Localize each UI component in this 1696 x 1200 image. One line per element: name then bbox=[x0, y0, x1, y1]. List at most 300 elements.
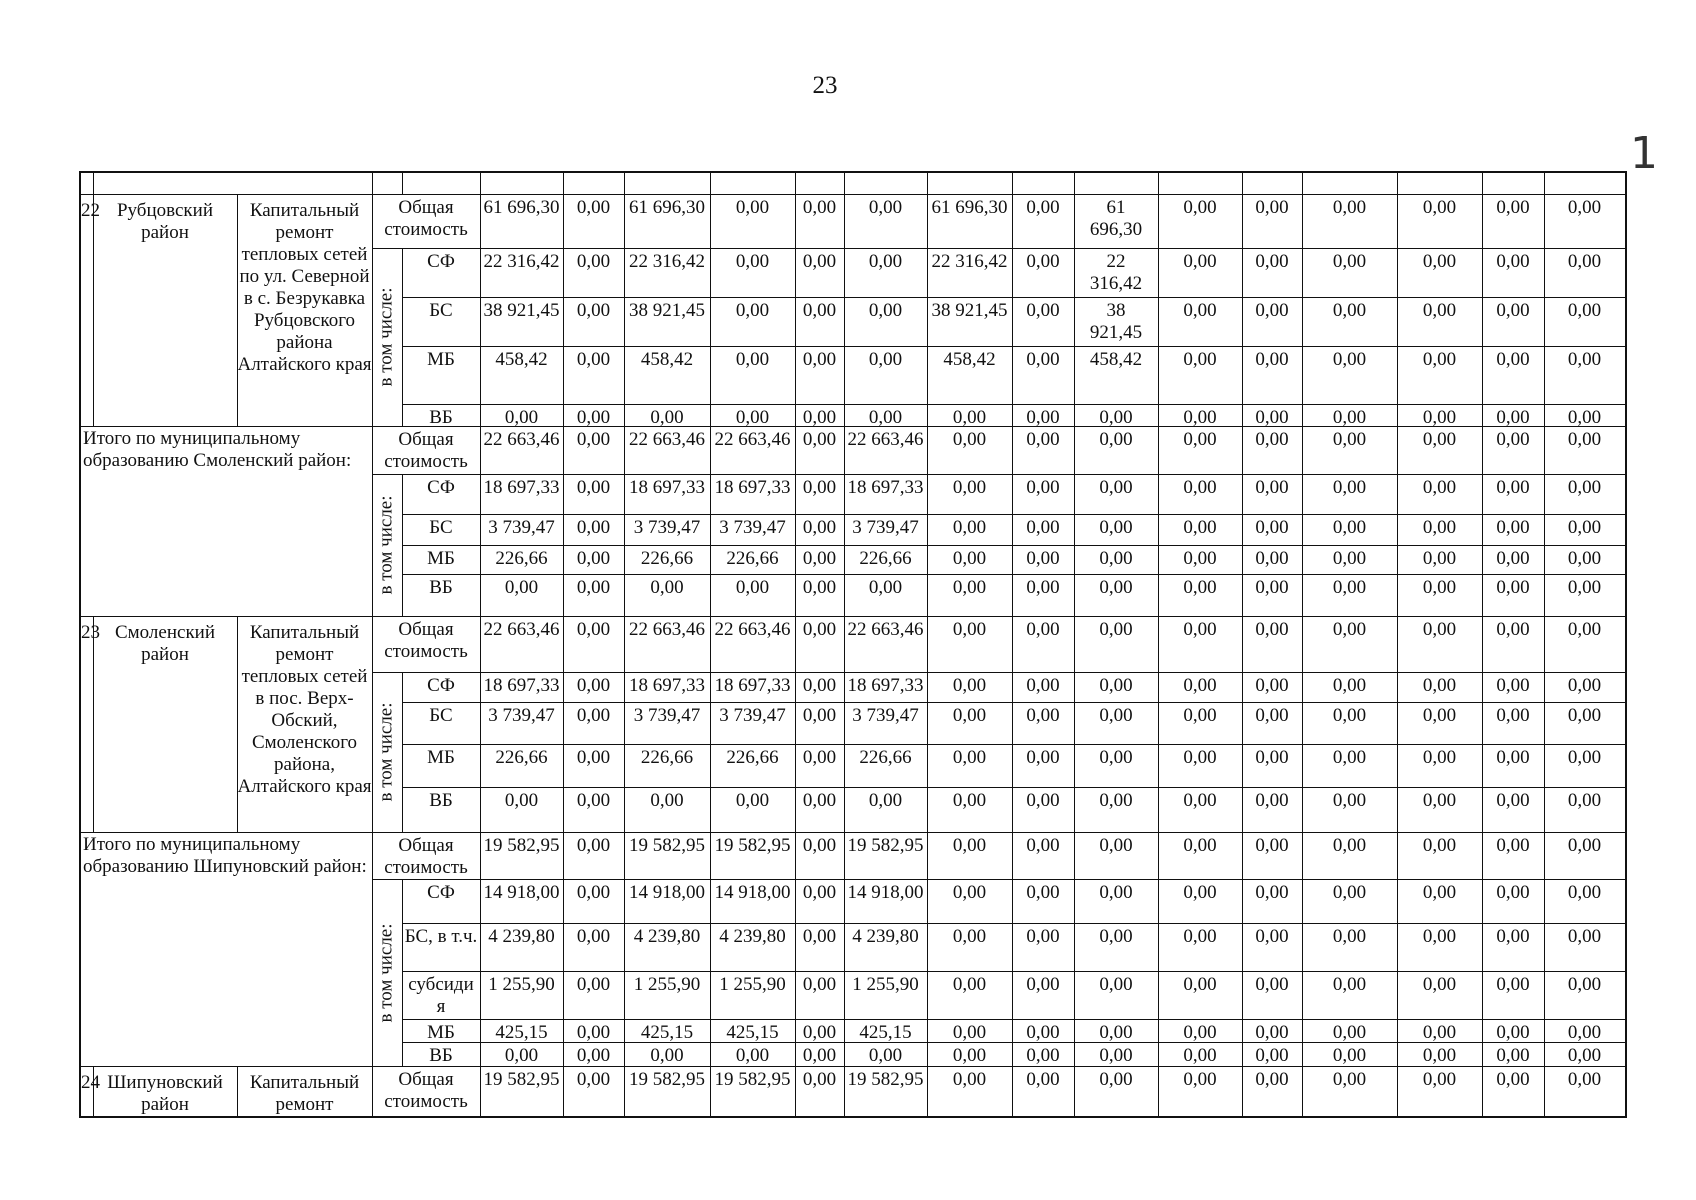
cost-type-label: СФ bbox=[427, 251, 455, 272]
column-rule bbox=[1625, 832, 1626, 1066]
cost-type-label: МБ bbox=[427, 747, 455, 768]
value-cell: 0,00 bbox=[1026, 349, 1060, 370]
value-cell: 0,00 bbox=[1099, 790, 1133, 811]
column-rule bbox=[624, 173, 625, 194]
value-cell: 0,00 bbox=[1422, 790, 1457, 811]
value-cell: 226,66 bbox=[726, 747, 779, 768]
column-rule bbox=[710, 173, 711, 194]
value-cell: 4 239,80 bbox=[488, 926, 555, 947]
value-cell: 0,00 bbox=[1332, 926, 1367, 947]
cost-type-label: ВБ bbox=[429, 407, 453, 428]
value-cell: 0,00 bbox=[1255, 974, 1289, 995]
cost-type-label: субсиди я bbox=[408, 974, 474, 1017]
value-cell: 18 697,33 bbox=[847, 675, 924, 696]
value-cell: 3 739,47 bbox=[719, 517, 786, 538]
value-cell: 226,66 bbox=[726, 548, 779, 569]
value-cell: 0,00 bbox=[952, 548, 987, 569]
value-cell: 0,00 bbox=[1332, 1045, 1367, 1066]
value-cell: 3 739,47 bbox=[852, 517, 919, 538]
value-cell: 22 316,42 bbox=[629, 251, 705, 272]
column-rule bbox=[1242, 173, 1243, 194]
cost-type-label: Общая стоимость bbox=[384, 197, 468, 240]
value-cell: 0,00 bbox=[1026, 1045, 1060, 1066]
value-cell: 38 921,45 bbox=[931, 300, 1008, 321]
value-cell: 0,00 bbox=[1255, 477, 1289, 498]
value-cell: 1 255,90 bbox=[852, 974, 919, 995]
value-cell: 19 582,95 bbox=[483, 835, 560, 856]
value-cell: 0,00 bbox=[1183, 747, 1217, 768]
value-cell: 19 582,95 bbox=[714, 835, 791, 856]
cost-type-label: Общая стоимость bbox=[384, 619, 468, 662]
row-rule bbox=[402, 346, 1625, 347]
value-cell: 22 316,42 bbox=[1089, 251, 1143, 294]
value-cell: 18 697,33 bbox=[629, 675, 705, 696]
column-rule bbox=[844, 173, 845, 194]
value-cell: 0,00 bbox=[504, 577, 539, 598]
value-cell: 0,00 bbox=[1255, 548, 1289, 569]
value-cell: 4 239,80 bbox=[719, 926, 786, 947]
row-rule bbox=[372, 1116, 1625, 1117]
value-cell: 0,00 bbox=[1255, 835, 1289, 856]
row-rule bbox=[402, 297, 1625, 298]
value-cell: 0,00 bbox=[952, 407, 987, 428]
value-cell: 0,00 bbox=[576, 1045, 611, 1066]
value-cell: 0,00 bbox=[868, 251, 903, 272]
value-cell: 19 582,95 bbox=[629, 1069, 705, 1090]
value-cell: 0,00 bbox=[1026, 747, 1060, 768]
value-cell: 0,00 bbox=[1099, 429, 1133, 450]
municipality-name: Шипуновский район bbox=[107, 1072, 223, 1115]
row-rule bbox=[372, 474, 1625, 475]
value-cell: 0,00 bbox=[802, 1045, 837, 1066]
value-cell: 0,00 bbox=[868, 349, 903, 370]
value-cell: 0,00 bbox=[1183, 197, 1217, 218]
value-cell: 0,00 bbox=[576, 1022, 611, 1043]
value-cell: 0,00 bbox=[1496, 790, 1530, 811]
value-cell: 0,00 bbox=[1496, 548, 1530, 569]
column-rule bbox=[1397, 173, 1398, 194]
row-rule bbox=[402, 404, 1625, 405]
value-cell: 0,00 bbox=[1183, 1045, 1217, 1066]
value-cell: 0,00 bbox=[802, 577, 837, 598]
value-cell: 0,00 bbox=[1026, 974, 1060, 995]
value-cell: 0,00 bbox=[1422, 407, 1457, 428]
value-cell: 0,00 bbox=[1255, 1022, 1289, 1043]
value-cell: 0,00 bbox=[802, 251, 837, 272]
row-number: 23 bbox=[81, 622, 100, 643]
value-cell: 0,00 bbox=[1026, 1069, 1060, 1090]
cost-type-label: СФ bbox=[427, 477, 455, 498]
column-rule bbox=[1625, 194, 1626, 426]
value-cell: 0,00 bbox=[868, 300, 903, 321]
value-cell: 0,00 bbox=[576, 619, 611, 640]
column-rule bbox=[1012, 173, 1013, 194]
row-rule bbox=[402, 744, 1625, 745]
value-cell: 0,00 bbox=[1026, 705, 1060, 726]
value-cell: 0,00 bbox=[735, 300, 770, 321]
value-cell: 0,00 bbox=[576, 548, 611, 569]
value-cell: 0,00 bbox=[802, 619, 837, 640]
including-label bbox=[372, 474, 402, 616]
value-cell: 4 239,80 bbox=[852, 926, 919, 947]
value-cell: 0,00 bbox=[1099, 548, 1133, 569]
value-cell: 0,00 bbox=[504, 790, 539, 811]
value-cell: 0,00 bbox=[802, 790, 837, 811]
value-cell: 1 255,90 bbox=[633, 974, 701, 995]
value-cell: 38 921,45 bbox=[1089, 300, 1143, 343]
including-text: в том числе: bbox=[376, 287, 398, 387]
value-cell: 0,00 bbox=[1422, 349, 1457, 370]
value-cell: 0,00 bbox=[735, 197, 770, 218]
cost-type-label: Общая стоимость bbox=[384, 1069, 468, 1112]
value-cell: 0,00 bbox=[802, 197, 837, 218]
value-cell: 0,00 bbox=[576, 790, 611, 811]
column-rule bbox=[1158, 173, 1159, 194]
column-rule bbox=[1302, 173, 1303, 194]
value-cell: 0,00 bbox=[1255, 619, 1289, 640]
value-cell: 0,00 bbox=[1183, 1069, 1217, 1090]
value-cell: 19 582,95 bbox=[629, 835, 705, 856]
value-cell: 0,00 bbox=[868, 790, 903, 811]
value-cell: 18 697,33 bbox=[629, 477, 705, 498]
municipality-name: Рубцовский район bbox=[116, 200, 213, 243]
value-cell: 0,00 bbox=[1332, 619, 1367, 640]
value-cell: 0,00 bbox=[1255, 882, 1289, 903]
value-cell: 19 582,95 bbox=[847, 835, 924, 856]
cost-type-label: Общая стоимость bbox=[384, 835, 468, 878]
value-cell: 0,00 bbox=[1183, 926, 1217, 947]
value-cell: 22 663,46 bbox=[483, 429, 560, 450]
margin-mark: 1 bbox=[1630, 128, 1658, 179]
value-cell: 0,00 bbox=[1332, 1069, 1367, 1090]
value-cell: 0,00 bbox=[1422, 548, 1457, 569]
value-cell: 0,00 bbox=[1422, 619, 1457, 640]
value-cell: 0,00 bbox=[1567, 407, 1602, 428]
value-cell: 0,00 bbox=[576, 300, 611, 321]
value-cell: 458,42 bbox=[640, 349, 694, 370]
value-cell: 0,00 bbox=[1496, 705, 1530, 726]
value-cell: 0,00 bbox=[1422, 882, 1457, 903]
value-cell: 0,00 bbox=[1332, 407, 1367, 428]
value-cell: 0,00 bbox=[576, 835, 611, 856]
value-cell: 0,00 bbox=[1255, 1069, 1289, 1090]
cost-type-label: ВБ bbox=[429, 577, 453, 598]
total-label: Итого по муниципальному образованию Шипуновский район: bbox=[83, 834, 367, 877]
value-cell: 0,00 bbox=[1422, 251, 1457, 272]
value-cell: 22 663,46 bbox=[847, 619, 924, 640]
value-cell: 0,00 bbox=[1496, 349, 1530, 370]
value-cell: 0,00 bbox=[1496, 197, 1530, 218]
value-cell: 0,00 bbox=[952, 974, 987, 995]
value-cell: 19 582,95 bbox=[847, 1069, 924, 1090]
page-number: 23 bbox=[812, 72, 838, 99]
value-cell: 0,00 bbox=[952, 477, 987, 498]
value-cell: 425,15 bbox=[859, 1022, 912, 1043]
value-cell: 22 316,42 bbox=[931, 251, 1008, 272]
cost-type-label: БС bbox=[429, 705, 453, 726]
object-name: Капитальный ремонт тепловых сетей по ул. Северной в с. Безрукавка Рубцовского района Алтайского края bbox=[237, 200, 372, 375]
value-cell: 0,00 bbox=[1183, 429, 1217, 450]
cost-type-label: БС bbox=[429, 300, 453, 321]
value-cell: 0,00 bbox=[1567, 835, 1602, 856]
value-cell: 0,00 bbox=[868, 197, 903, 218]
value-cell: 0,00 bbox=[1255, 197, 1289, 218]
value-cell: 0,00 bbox=[1099, 675, 1133, 696]
value-cell: 0,00 bbox=[1567, 882, 1602, 903]
value-cell: 61 696,30 bbox=[629, 197, 705, 218]
value-cell: 0,00 bbox=[1332, 974, 1367, 995]
value-cell: 0,00 bbox=[1255, 790, 1289, 811]
value-cell: 458,42 bbox=[495, 349, 548, 370]
value-cell: 0,00 bbox=[1099, 619, 1133, 640]
value-cell: 0,00 bbox=[1567, 251, 1602, 272]
value-cell: 425,15 bbox=[640, 1022, 694, 1043]
value-cell: 3 739,47 bbox=[852, 705, 919, 726]
value-cell: 22 663,46 bbox=[629, 619, 705, 640]
value-cell: 0,00 bbox=[1026, 477, 1060, 498]
value-cell: 0,00 bbox=[802, 705, 837, 726]
row-rule bbox=[372, 879, 1625, 880]
value-cell: 0,00 bbox=[1422, 429, 1457, 450]
value-cell: 3 739,47 bbox=[633, 705, 701, 726]
value-cell: 0,00 bbox=[1026, 882, 1060, 903]
value-cell: 0,00 bbox=[1332, 429, 1367, 450]
value-cell: 0,00 bbox=[1567, 790, 1602, 811]
value-cell: 0,00 bbox=[576, 974, 611, 995]
value-cell: 0,00 bbox=[1422, 1045, 1457, 1066]
value-cell: 0,00 bbox=[1496, 974, 1530, 995]
column-rule bbox=[372, 173, 373, 194]
value-cell: 0,00 bbox=[1567, 747, 1602, 768]
value-cell: 0,00 bbox=[802, 1022, 837, 1043]
object-name: Капитальный ремонт тепловых сетей в пос. Верх-Обский, Смоленского района, Алтайского края bbox=[237, 622, 372, 797]
value-cell: 0,00 bbox=[1332, 882, 1367, 903]
value-cell: 0,00 bbox=[1255, 577, 1289, 598]
value-cell: 0,00 bbox=[1496, 477, 1530, 498]
value-cell: 458,42 bbox=[943, 349, 996, 370]
value-cell: 0,00 bbox=[1496, 251, 1530, 272]
value-cell: 18 697,33 bbox=[483, 675, 560, 696]
value-cell: 0,00 bbox=[576, 577, 611, 598]
value-cell: 0,00 bbox=[1183, 477, 1217, 498]
value-cell: 0,00 bbox=[952, 675, 987, 696]
including-label bbox=[372, 248, 402, 426]
value-cell: 0,00 bbox=[1026, 619, 1060, 640]
value-cell: 0,00 bbox=[802, 517, 837, 538]
value-cell: 0,00 bbox=[1183, 251, 1217, 272]
value-cell: 0,00 bbox=[1026, 517, 1060, 538]
value-cell: 0,00 bbox=[1496, 926, 1530, 947]
value-cell: 0,00 bbox=[1332, 349, 1367, 370]
value-cell: 0,00 bbox=[1255, 349, 1289, 370]
value-cell: 0,00 bbox=[1422, 197, 1457, 218]
value-cell: 226,66 bbox=[495, 747, 548, 768]
value-cell: 0,00 bbox=[802, 1069, 837, 1090]
cost-type-label: МБ bbox=[427, 548, 455, 569]
value-cell: 0,00 bbox=[1255, 407, 1289, 428]
row-rule bbox=[402, 787, 1625, 788]
row-rule bbox=[402, 702, 1625, 703]
value-cell: 1 255,90 bbox=[488, 974, 555, 995]
value-cell: 0,00 bbox=[735, 1045, 770, 1066]
value-cell: 0,00 bbox=[1183, 790, 1217, 811]
value-cell: 0,00 bbox=[952, 1045, 987, 1066]
value-cell: 0,00 bbox=[1422, 477, 1457, 498]
value-cell: 0,00 bbox=[1026, 197, 1060, 218]
value-cell: 0,00 bbox=[802, 548, 837, 569]
value-cell: 14 918,00 bbox=[483, 882, 560, 903]
value-cell: 226,66 bbox=[859, 548, 912, 569]
value-cell: 0,00 bbox=[1183, 407, 1217, 428]
including-label bbox=[372, 672, 402, 832]
value-cell: 0,00 bbox=[952, 747, 987, 768]
value-cell: 0,00 bbox=[1332, 1022, 1367, 1043]
value-cell: 0,00 bbox=[1422, 705, 1457, 726]
value-cell: 0,00 bbox=[1026, 407, 1060, 428]
value-cell: 0,00 bbox=[1099, 747, 1133, 768]
value-cell: 0,00 bbox=[1099, 705, 1133, 726]
value-cell: 0,00 bbox=[1496, 407, 1530, 428]
column-rule bbox=[795, 173, 796, 194]
value-cell: 0,00 bbox=[1026, 1022, 1060, 1043]
value-cell: 0,00 bbox=[868, 577, 903, 598]
value-cell: 14 918,00 bbox=[629, 882, 705, 903]
value-cell: 0,00 bbox=[1567, 619, 1602, 640]
value-cell: 425,15 bbox=[726, 1022, 779, 1043]
value-cell: 0,00 bbox=[1099, 926, 1133, 947]
value-cell: 0,00 bbox=[1496, 517, 1530, 538]
value-cell: 0,00 bbox=[1099, 577, 1133, 598]
value-cell: 0,00 bbox=[1332, 251, 1367, 272]
value-cell: 0,00 bbox=[504, 407, 539, 428]
value-cell: 0,00 bbox=[576, 517, 611, 538]
value-cell: 0,00 bbox=[735, 251, 770, 272]
value-cell: 18 697,33 bbox=[847, 477, 924, 498]
value-cell: 0,00 bbox=[1026, 835, 1060, 856]
value-cell: 0,00 bbox=[952, 926, 987, 947]
value-cell: 0,00 bbox=[1332, 577, 1367, 598]
value-cell: 0,00 bbox=[1183, 577, 1217, 598]
including-text: в том числе: bbox=[376, 495, 398, 595]
value-cell: 0,00 bbox=[1496, 577, 1530, 598]
cost-type-label: МБ bbox=[427, 1022, 455, 1043]
budget-table bbox=[79, 171, 1627, 1118]
value-cell: 0,00 bbox=[802, 675, 837, 696]
value-cell: 0,00 bbox=[1422, 1069, 1457, 1090]
value-cell: 61 696,30 bbox=[931, 197, 1008, 218]
row-rule bbox=[402, 971, 1625, 972]
value-cell: 3 739,47 bbox=[488, 705, 555, 726]
value-cell: 0,00 bbox=[1255, 926, 1289, 947]
column-rule bbox=[1482, 173, 1483, 194]
row-rule bbox=[81, 832, 1625, 833]
value-cell: 0,00 bbox=[1183, 705, 1217, 726]
value-cell: 0,00 bbox=[1496, 300, 1530, 321]
cost-type-label: Общая стоимость bbox=[384, 429, 468, 472]
object-name: Капитальный ремонт bbox=[249, 1072, 360, 1115]
value-cell: 0,00 bbox=[1496, 1045, 1530, 1066]
column-rule bbox=[402, 248, 403, 426]
value-cell: 0,00 bbox=[1099, 974, 1133, 995]
value-cell: 0,00 bbox=[1496, 675, 1530, 696]
value-cell: 22 663,46 bbox=[483, 619, 560, 640]
value-cell: 0,00 bbox=[802, 349, 837, 370]
value-cell: 458,42 bbox=[1089, 349, 1143, 370]
value-cell: 0,00 bbox=[576, 1069, 611, 1090]
municipality-name: Смоленский район bbox=[114, 622, 216, 665]
value-cell: 0,00 bbox=[1567, 974, 1602, 995]
value-cell: 0,00 bbox=[504, 1045, 539, 1066]
value-cell: 0,00 bbox=[952, 619, 987, 640]
value-cell: 0,00 bbox=[1567, 675, 1602, 696]
column-rule bbox=[1625, 426, 1626, 616]
value-cell: 0,00 bbox=[1026, 251, 1060, 272]
value-cell: 0,00 bbox=[1255, 251, 1289, 272]
value-cell: 0,00 bbox=[1099, 477, 1133, 498]
value-cell: 0,00 bbox=[650, 790, 684, 811]
value-cell: 0,00 bbox=[650, 577, 684, 598]
value-cell: 0,00 bbox=[1332, 705, 1367, 726]
value-cell: 0,00 bbox=[1496, 619, 1530, 640]
row-rule bbox=[402, 514, 1625, 515]
value-cell: 0,00 bbox=[576, 882, 611, 903]
value-cell: 0,00 bbox=[952, 577, 987, 598]
cost-type-label: БС, в т.ч. bbox=[404, 926, 478, 947]
value-cell: 0,00 bbox=[868, 1045, 903, 1066]
value-cell: 0,00 bbox=[576, 477, 611, 498]
value-cell: 0,00 bbox=[576, 675, 611, 696]
column-rule bbox=[927, 173, 928, 194]
value-cell: 0,00 bbox=[735, 790, 770, 811]
row-rule bbox=[402, 923, 1625, 924]
column-rule bbox=[402, 173, 403, 194]
value-cell: 0,00 bbox=[952, 882, 987, 903]
row-rule bbox=[402, 545, 1625, 546]
value-cell: 0,00 bbox=[1026, 675, 1060, 696]
value-cell: 61 696,30 bbox=[483, 197, 560, 218]
value-cell: 18 697,33 bbox=[483, 477, 560, 498]
value-cell: 0,00 bbox=[576, 407, 611, 428]
value-cell: 22 663,46 bbox=[847, 429, 924, 450]
value-cell: 0,00 bbox=[1183, 548, 1217, 569]
cost-type-label: БС bbox=[429, 517, 453, 538]
value-cell: 0,00 bbox=[1026, 790, 1060, 811]
value-cell: 0,00 bbox=[735, 407, 770, 428]
value-cell: 0,00 bbox=[1026, 429, 1060, 450]
value-cell: 3 739,47 bbox=[633, 517, 701, 538]
total-label: Итого по муниципальному образованию Смоленский район: bbox=[83, 428, 352, 471]
row-rule bbox=[402, 574, 1625, 575]
value-cell: 38 921,45 bbox=[483, 300, 560, 321]
value-cell: 226,66 bbox=[640, 747, 694, 768]
value-cell: 0,00 bbox=[802, 407, 837, 428]
row-number: 22 bbox=[81, 200, 100, 221]
value-cell: 0,00 bbox=[1255, 747, 1289, 768]
value-cell: 0,00 bbox=[650, 407, 684, 428]
value-cell: 0,00 bbox=[1567, 705, 1602, 726]
value-cell: 0,00 bbox=[1422, 1022, 1457, 1043]
column-rule bbox=[1625, 616, 1626, 832]
value-cell: 0,00 bbox=[1332, 197, 1367, 218]
value-cell: 0,00 bbox=[1026, 577, 1060, 598]
value-cell: 0,00 bbox=[1255, 705, 1289, 726]
value-cell: 0,00 bbox=[1183, 300, 1217, 321]
value-cell: 3 739,47 bbox=[719, 705, 786, 726]
value-cell: 0,00 bbox=[1567, 300, 1602, 321]
cost-type-label: СФ bbox=[427, 675, 455, 696]
value-cell: 0,00 bbox=[1255, 517, 1289, 538]
value-cell: 0,00 bbox=[952, 1069, 987, 1090]
